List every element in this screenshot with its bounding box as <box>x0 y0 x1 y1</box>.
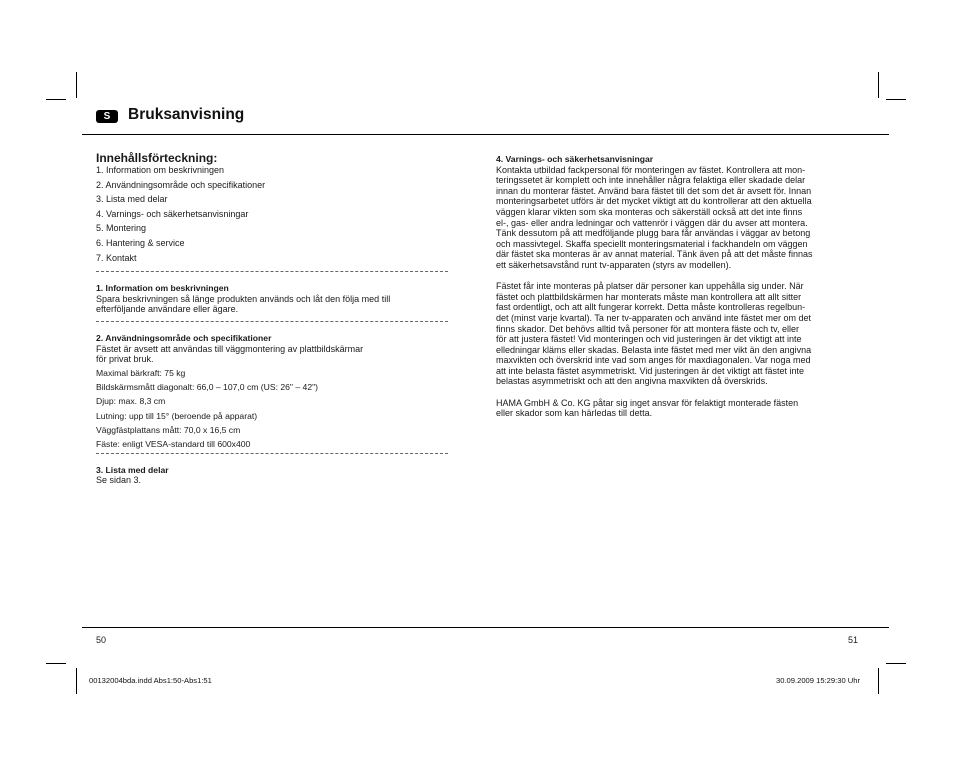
right-column <box>496 154 861 429</box>
spec-list <box>96 367 456 453</box>
body-line: innan du monterar fästet. Använd bara fästet till det som det är avsett för. Innan <box>496 185 812 196</box>
body-line: Tänk dessutom på att medföljande plugg bara får användas i väggar av betong <box>496 228 811 239</box>
body-line: väggen klarar vikten som ska monteras och säkerställ också att det inte finns <box>496 206 803 217</box>
body-line: det (minst varje kvartal). Ta ner tv-apparaten och använd inte fästet mer om det <box>496 312 811 323</box>
section-4-paragraph <box>496 398 861 419</box>
toc-item: 1. Information om beskrivningen <box>96 165 225 175</box>
body-line: att inte belasta fästet asymmetriskt. Vid justeringen är det viktigt att fästet inte <box>496 365 804 376</box>
body-line: HAMA GmbH & Co. KG påtar sig inget ansvar för felaktigt monterade fästen <box>496 397 799 408</box>
page-number-left: 50 <box>96 635 107 645</box>
section-3-title: 3. Lista med delar <box>96 464 169 475</box>
toc-item: 5. Montering <box>96 223 147 234</box>
crop-mark <box>46 99 66 100</box>
body-line: teringssetet är komplett och inte innehåller några felaktiga eller skadade delar <box>496 175 806 186</box>
body-line: där fästet ska monteras är av annat material. Tänk även på att det måste finnas <box>496 249 813 260</box>
body-line: efterföljande användare eller ägare. <box>96 304 239 315</box>
spec-item: Fäste: enligt VESA-standard till 600x400 <box>96 439 251 450</box>
footer-rule <box>82 627 889 628</box>
section-2-body <box>96 344 456 365</box>
toc-item: 4. Varnings- och säkerhetsanvisningar <box>96 208 249 219</box>
crop-mark <box>46 663 66 664</box>
body-line: elledningar kläms eller skadas. Belasta inte fästet med mer vikt än den angivna <box>496 344 812 355</box>
spec-item: Bildskärmsmått diagonalt: 66,0 – 107,0 cm (US: 26" – 42") <box>96 382 319 393</box>
spec-item: Lutning: upp till 15° (beroende på apparat) <box>96 410 258 421</box>
crop-mark <box>76 72 77 98</box>
body-line: ett säkerhetsavstånd runt tv-apparaten (styrs av modellen). <box>496 259 732 270</box>
crop-mark <box>76 668 77 694</box>
spec-item: Väggfästplattans mått: 70,0 x 16,5 cm <box>96 424 241 435</box>
section-2-title: 2. Användningsområde och specifikationer <box>96 332 272 343</box>
page-title: Bruksanvisning <box>128 106 245 123</box>
body-line: och massivtegel. Skaffa speciellt monteringsmaterial i fackhandeln om väggen <box>496 238 808 249</box>
toc-heading: Innehållsförteckning: <box>96 151 218 165</box>
body-line: fästet och plattbildskärmen har monterats måste man kontrollera att allt sitter <box>496 291 802 302</box>
file-slug: 00132004bda.indd Abs1:50-Abs1:51 <box>89 676 212 685</box>
body-line: Fästet är avsett att användas till väggmontering av plattbildskärmar <box>96 343 364 354</box>
body-line: maxvikten och överskrid inte vad som anges för maxdiagonalen. Var noga med <box>496 355 811 366</box>
section-divider <box>96 321 448 323</box>
toc-item: 7. Kontakt <box>96 252 137 263</box>
language-badge: S <box>96 110 118 123</box>
toc-item: 6. Hantering & service <box>96 237 185 248</box>
body-line: monteringsarbetet utförs är det mycket viktigt att du kontrollerar att den aktuella <box>496 196 812 207</box>
section-4-title: 4. Varnings- och säkerhetsanvisningar <box>496 154 654 164</box>
print-timestamp: 30.09.2009 15:29:30 Uhr <box>776 676 861 685</box>
section-4-paragraph <box>496 165 861 271</box>
section-divider <box>96 271 448 273</box>
page-number-right: 51 <box>848 635 859 645</box>
body-line: finns skador. Det behövs alltid två personer för att montera fäste och tv, eller <box>496 323 799 334</box>
body-line: för att justera fästet! Vid monteringen och vid justeringen är det viktigt att inte <box>496 334 802 345</box>
toc-item: 3. Lista med delar <box>96 194 168 205</box>
section-4-paragraph <box>496 281 861 387</box>
spec-item: Maximal bärkraft: 75 kg <box>96 367 186 378</box>
left-column <box>96 152 456 486</box>
body-line: fast ordentligt, och att allt fungerar korrekt. Detta måste kontrolleras regelbun- <box>496 302 806 313</box>
section-1-title: 1. Information om beskrivningen <box>96 283 229 294</box>
body-line: Kontakta utbildad fackpersonal för monteringen av fästet. Kontrollera att mon- <box>496 164 806 175</box>
body-line: eller skador som kan härledas till detta. <box>496 408 653 419</box>
body-line: Spara beskrivningen så länge produkten används och låt den följa med till <box>96 293 391 304</box>
section-divider <box>96 453 448 455</box>
toc-list <box>96 165 456 263</box>
body-line: el-, gas- eller andra ledningar och vattenrör i väggen där du avser att montera. <box>496 217 808 228</box>
crop-mark <box>886 99 906 100</box>
body-line: Fästet får inte monteras på platser där personer kan uppehålla sig under. När <box>496 281 804 292</box>
crop-mark <box>878 668 879 694</box>
toc-item: 2. Användningsområde och specifikationer <box>96 179 266 190</box>
crop-mark <box>878 72 879 98</box>
header-rule <box>82 134 889 135</box>
body-line: belastas asymmetriskt och att den angivna maxvikten då överskrids. <box>496 376 768 387</box>
spec-item: Djup: max. 8,3 cm <box>96 396 166 407</box>
section-1-body <box>96 294 456 315</box>
body-line: för privat bruk. <box>96 354 154 365</box>
section-3-body: Se sidan 3. <box>96 475 142 486</box>
crop-mark <box>886 663 906 664</box>
